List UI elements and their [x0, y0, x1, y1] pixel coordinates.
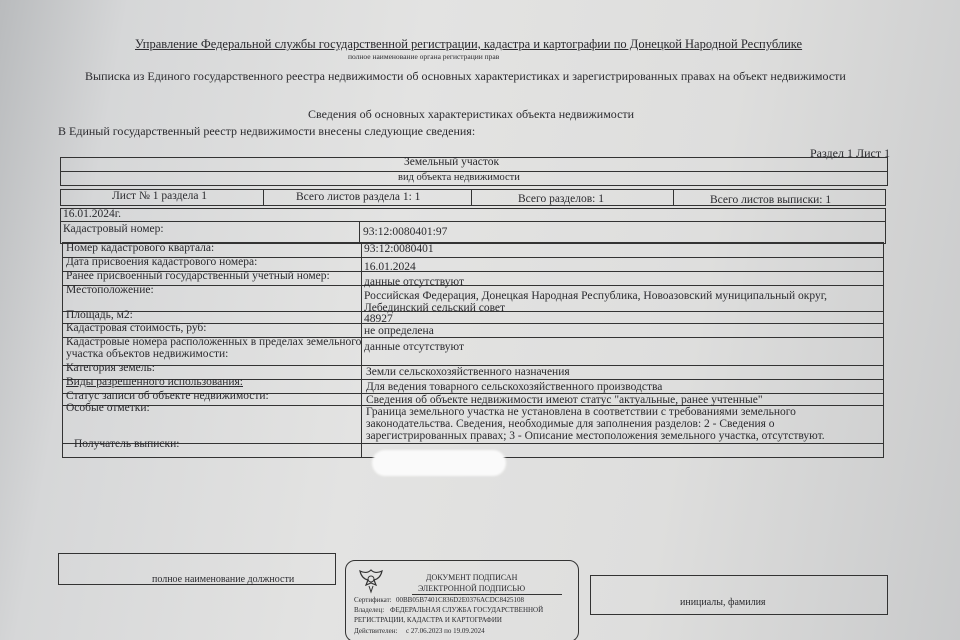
row-value-location: Российская Федерация, Донецкая Народная Республика, Новоазовский муниципальный округ,	[364, 290, 828, 302]
stamp-valid-value: с 27.06.2023 по 19.09.2024	[406, 627, 485, 635]
stamp-owner-value-2: РЕГИСТРАЦИИ, КАДАСТРА И КАРТОГРАФИИ	[354, 616, 502, 624]
sheet-number: Лист № 1 раздела 1	[112, 190, 208, 202]
position-caption: полное наименование должности	[152, 574, 295, 585]
initials-caption: инициалы, фамилия	[680, 597, 766, 608]
section-title: Сведения об основных характеристиках объекта недвижимости	[308, 107, 635, 121]
row-label-nested-objects: Кадастровые номера расположенных в пределах земельного	[66, 336, 362, 348]
row-label-prev-number: Ранее присвоенный государственный учетный номер:	[66, 270, 330, 282]
row-value-special-marks-2: законодательства. Сведения, необходимые для заполнения разделов: 2 - Сведения о	[366, 418, 775, 430]
row-value-special-marks: Граница земельного участка не установлена в соответствии с требованиями земельного	[366, 406, 796, 418]
object-type-caption: вид объекта недвижимости	[398, 172, 520, 183]
row-label-special-marks: Особые отметки:	[66, 402, 150, 414]
row-label-recipient: Получатель выписки:	[74, 438, 180, 450]
row-label-location: Местоположение:	[66, 284, 154, 296]
row-value-status: Сведения об объекте недвижимости имеют статус "актуальные, ранее учтенные"	[366, 394, 763, 406]
row-value-nested-objects: данные отсутствуют	[364, 341, 464, 353]
stamp-line-1: ДОКУМЕНТ ПОДПИСАН	[426, 573, 518, 582]
row-label-assign-date: Дата присвоения кадастрового номера:	[66, 256, 258, 268]
row-value-prev-number: данные отсутствуют	[364, 276, 464, 288]
e-signature-stamp	[345, 560, 579, 640]
total-extract-sheets: Всего листов выписки: 1	[710, 194, 832, 206]
row-label-cost: Кадастровая стоимость, руб:	[66, 322, 207, 334]
cadastral-number-box	[60, 208, 886, 244]
row-label-category: Категория земель:	[66, 362, 155, 374]
row-label-status: Статус записи об объекте недвижимости:	[66, 390, 269, 402]
cadastral-number-value: 93:12:0080401:97	[363, 226, 448, 238]
stamp-owner-value: ФЕДЕРАЛЬНАЯ СЛУЖБА ГОСУДАРСТВЕННОЙ	[390, 606, 544, 614]
cadastral-number-label: Кадастровый номер:	[63, 223, 164, 235]
agency-caption: полное наименование органа регистрации прав	[348, 52, 500, 61]
row-value-category: Земли сельскохозяйственного назначения	[366, 366, 570, 378]
stamp-cert-value: 00BB05B7401C836D2E0376ACDC8425108	[396, 596, 524, 604]
row-value-cost: не определена	[364, 325, 434, 337]
row-value-quarter: 93:12:0080401	[364, 243, 434, 255]
extract-title: Выписка из Единого государственного реестра недвижимости об основных характеристиках и зарегистрированных правах на объект недвижимости	[85, 69, 846, 83]
row-value-location-2: Лебединский сельский совет	[364, 302, 506, 314]
sheet-reference: Раздел 1 Лист 1	[810, 146, 891, 160]
stamp-line-2: ЭЛЕКТРОННОЙ ПОДПИСЬЮ	[418, 584, 526, 593]
stamp-valid-label: Действителен:	[354, 627, 398, 635]
initials-box	[590, 575, 888, 615]
stamp-cert-label: Сертификат:	[354, 596, 392, 604]
row-label-permitted-use: Виды разрешенного использования:	[66, 376, 243, 388]
row-label-nested-objects-2: участка объектов недвижимости:	[66, 348, 229, 360]
extract-date: 16.01.2024г.	[63, 208, 122, 220]
eagle-emblem-icon	[356, 567, 386, 595]
redacted-recipient	[372, 450, 506, 476]
row-value-area: 48927	[364, 313, 393, 325]
stamp-owner-label: Владелец:	[354, 606, 385, 614]
agency-name: Управление Федеральной службы государственной регистрации, кадастра и картографии по Донецкой Народной Республике	[135, 37, 803, 51]
row-value-special-marks-3: зарегистрированных правах; 3 - Описание местоположения земельного участка, отсутствуют.	[366, 430, 825, 442]
row-value-assign-date: 16.01.2024	[364, 261, 416, 273]
row-value-permitted-use: Для ведения товарного сельскохозяйственного производства	[366, 381, 663, 393]
row-label-area: Площадь, м2:	[66, 309, 133, 321]
total-sections: Всего разделов: 1	[518, 193, 604, 205]
total-section-sheets: Всего листов раздела 1: 1	[296, 191, 421, 203]
object-type: Земельный участок	[404, 156, 500, 168]
intro-text: В Единый государственный реестр недвижимости внесены следующие сведения:	[58, 124, 476, 138]
row-label-quarter: Номер кадастрового квартала:	[66, 242, 215, 254]
